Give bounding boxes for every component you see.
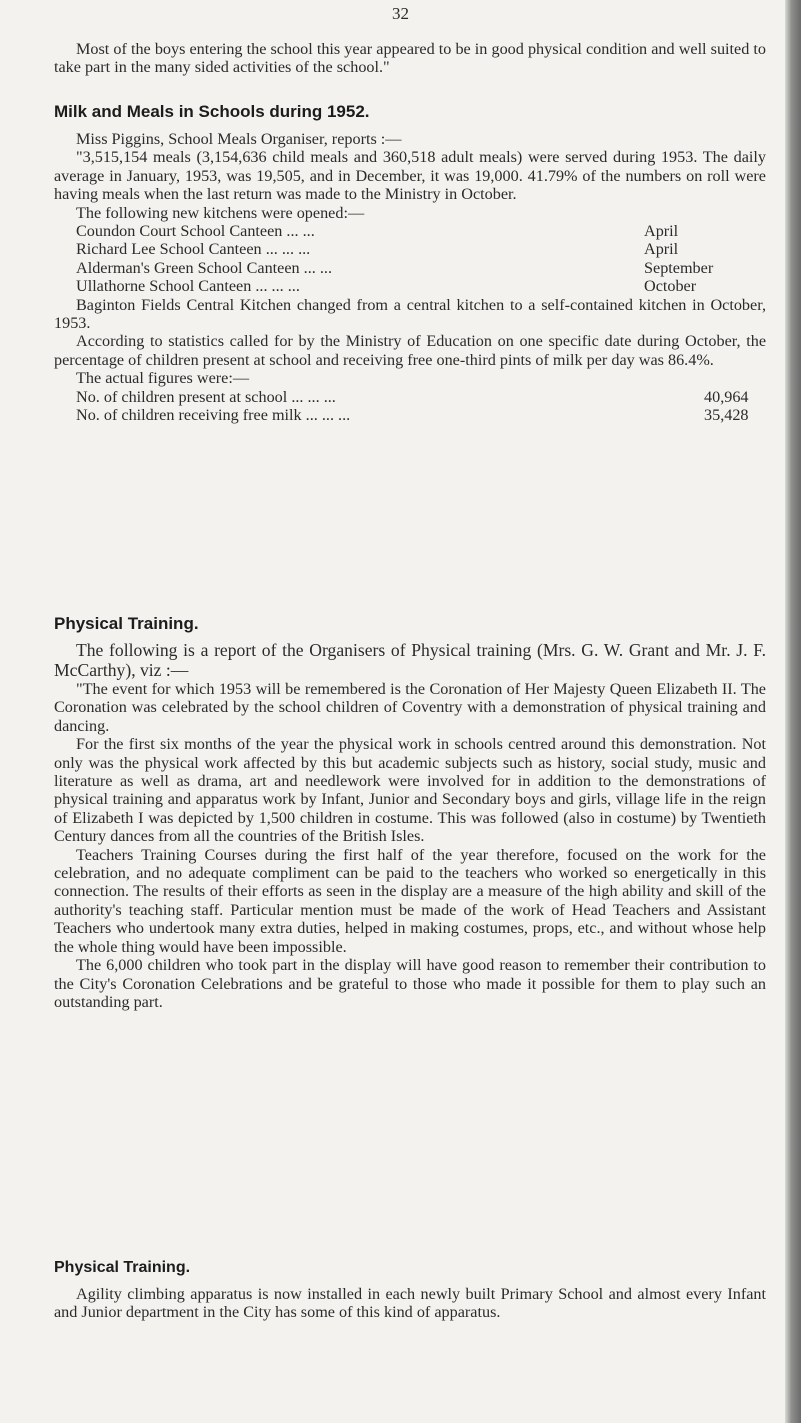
kitchen-row: [76, 240, 766, 258]
kitchen-name: Richard Lee School Canteen ... ... ...: [76, 240, 311, 259]
kitchen-month: April: [644, 222, 679, 241]
meals-quote: "3,515,154 meals (3,154,636 child meals and 360,518 adult meals) were served during 1953. The daily average in January, 1953, was 19,505, and in December, it was 19,000. 41.79% of the numbers on roll were having meals when the last return was made to the Ministry in October.: [54, 148, 766, 204]
figure-value: 35,428: [704, 406, 749, 425]
kitchen-row: [76, 277, 766, 295]
intro-section: [54, 40, 766, 77]
kitchen-month: April: [644, 240, 679, 259]
figure-row: [76, 388, 766, 406]
baginton-paragraph: Baginton Fields Central Kitchen changed from a central kitchen to a self-contained kitchen in October, 1953.: [54, 295, 766, 333]
page-number: 32: [392, 4, 409, 23]
physical-training-para: "The event for which 1953 will be remembered is the Coronation of Her Majesty Queen Elizabeth II. The Coronation was celebrated by the school children of Coventry with a demonstration of physical training and dancing.: [54, 680, 766, 735]
kitchen-name: Alderman's Green School Canteen ... ...: [76, 258, 333, 277]
physical-training-para: The 6,000 children who took part in the display will have good reason to remember their contribution to the City's Coronation Celebrations and be grateful to those who made it possible for them to play such an outstanding part.: [54, 956, 766, 1011]
kitchen-row: [76, 222, 766, 240]
physical-training-2-section: [54, 1258, 766, 1322]
page-edge-shadow: [785, 0, 801, 1423]
figure-label: No. of children present at school ... ... ...: [76, 387, 336, 406]
kitchen-month: September: [644, 258, 714, 277]
figure-row: [76, 406, 766, 424]
figure-value: 40,964: [704, 387, 749, 406]
figures-list: [54, 388, 766, 425]
intro-paragraph: Most of the boys entering the school this year appeared to be in good physical condition and well suited to take part in the many sided activities of the school.": [54, 40, 766, 77]
kitchen-row: [76, 259, 766, 277]
report-line: Miss Piggins, School Meals Organiser, reports :—: [76, 130, 402, 148]
physical-training-para: For the first six months of the year the physical work in schools centred around this demonstration. Not only was the physical work affected by this but academic subjects such as history, social study, music and literature as well as drama, art and needlework were involved for in addition to the demonstrations of physical training and apparatus work by Infant, Junior and Secondary boys and girls, village life in the reign of Elizabeth I was depicted by 1,500 children in costume. This was followed (also in costume) by Twentieth Century dances from all the countries of the British Isles.: [54, 735, 766, 846]
physical-training-intro: The following is a report of the Organisers of Physical training (Mrs. G. W. Grant and Mr. J. F. McCarthy), viz :—: [54, 640, 766, 680]
statistics-paragraph: According to statistics called for by the Ministry of Education on one specific date during October, the percentage of children present at school and receiving free one-third pints of milk per day was 86.4%.: [54, 332, 766, 369]
physical-training-section: [54, 614, 766, 1011]
figures-intro: The actual figures were:—: [76, 369, 250, 388]
kitchen-name: Coundon Court School Canteen ... ...: [76, 222, 315, 241]
milk-meals-heading: Milk and Meals in Schools during 1952.: [54, 102, 370, 121]
kitchens-intro: The following new kitchens were opened:—: [76, 203, 365, 222]
kitchen-name: Ullathorne School Canteen ... ... ...: [76, 277, 300, 296]
figure-label: No. of children receiving free milk ... ... ...: [76, 406, 351, 425]
physical-training-heading: Physical Training.: [54, 614, 199, 633]
agility-paragraph: Agility climbing apparatus is now installed in each newly built Primary School and almost every Infant and Junior department in the City has some of this kind of apparatus.: [54, 1285, 766, 1322]
physical-training-2-heading: Physical Training.: [54, 1259, 191, 1276]
physical-training-para: Teachers Training Courses during the first half of the year therefore, focused on the work for the celebration, and no adequate compliment can be paid to the teachers who worked so energetically in this connection. The results of their efforts as seen in the display are a measure of the high ability and skill of the authority's teaching staff. Particular mention must be made of the work of Head Teachers and Assistant Teachers who undertook many extra duties, helped in making costumes, props, etc., and without whose help the whole thing would have been impossible.: [54, 845, 766, 956]
milk-meals-section: [54, 102, 766, 425]
kitchens-list: [54, 222, 766, 296]
kitchen-month: October: [644, 277, 697, 296]
